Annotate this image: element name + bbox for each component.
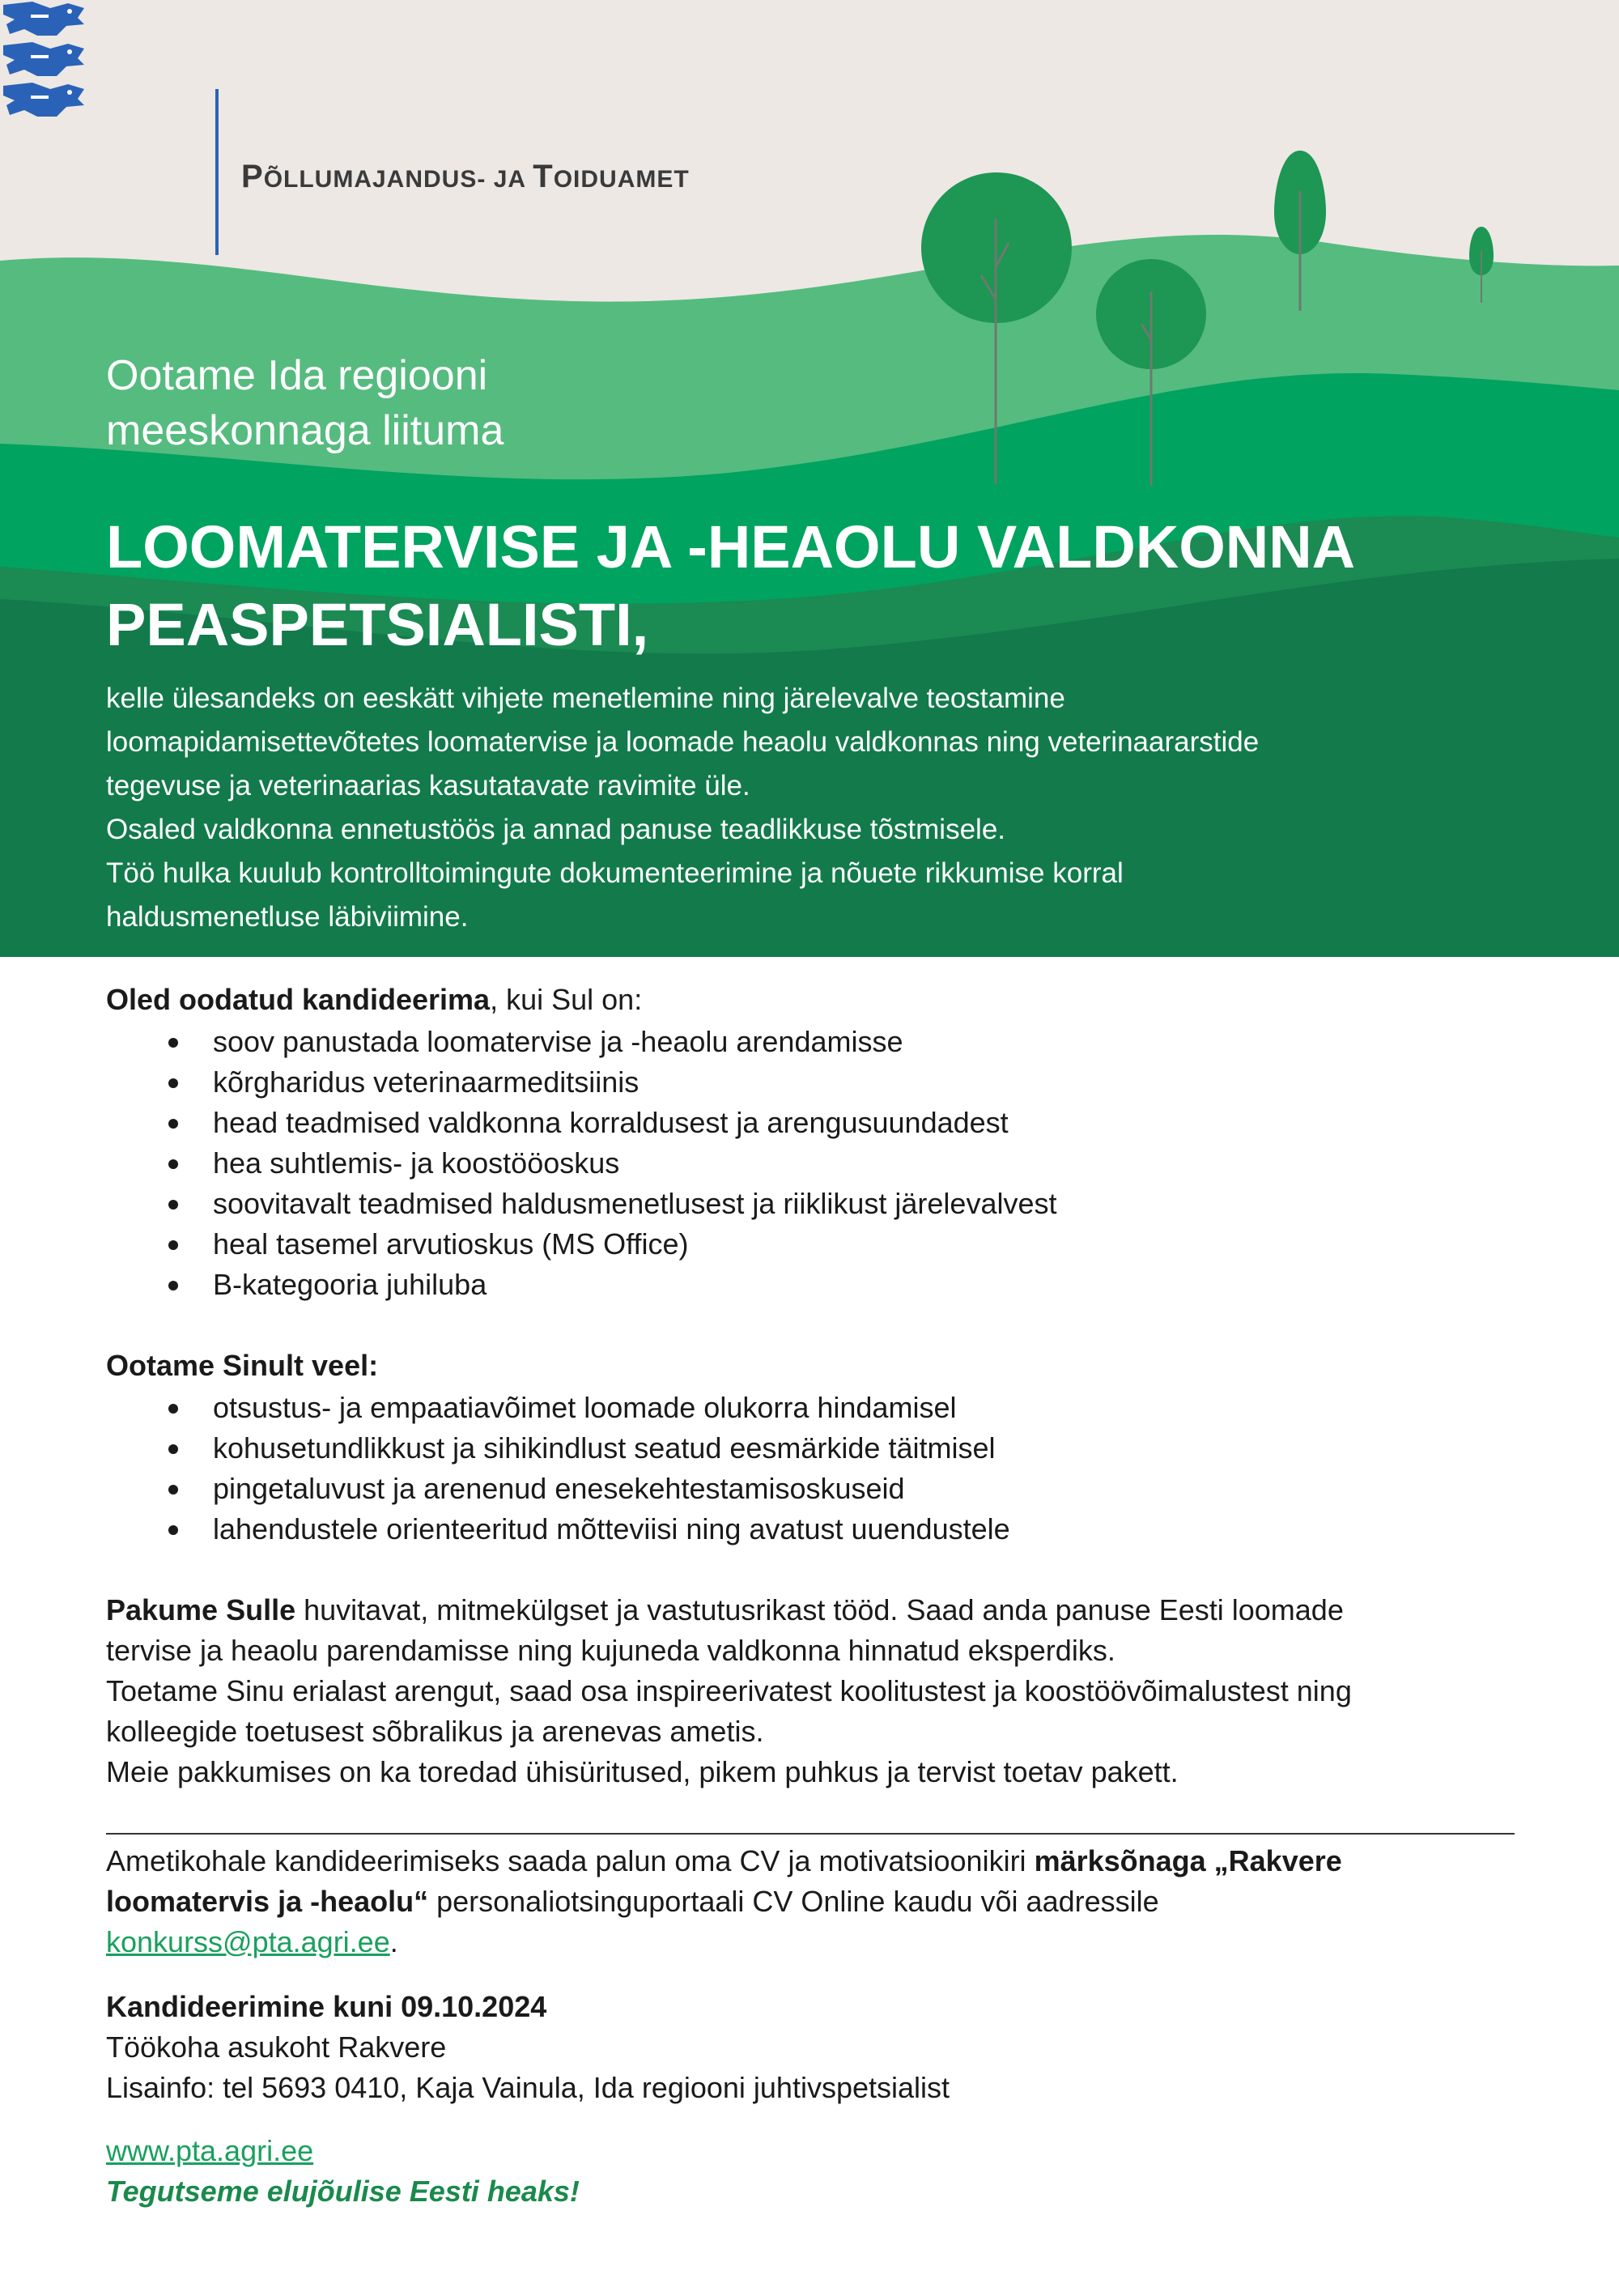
- list-item: B-kategooria juhiluba: [106, 1265, 1515, 1305]
- intro-line-2: meeskonnaga liituma: [106, 407, 504, 454]
- location: Töökoha asukoht Rakvere: [106, 2030, 447, 2064]
- deadline: Kandideerimine kuni 09.10.2024: [106, 1990, 547, 2023]
- job-description: [106, 677, 1563, 939]
- list-item: kohusetundlikkust ja sihikindlust seatud eesmärkide täitmisel: [106, 1428, 1515, 1469]
- list-item: kõrgharidus veterinaarmeditsiinis: [106, 1062, 1515, 1103]
- coat-of-arms-logo: [0, 0, 89, 121]
- agency-name: PÕLLUMAJANDUS- JA TOIDUAMET: [241, 159, 690, 194]
- contact-info: Lisainfo: tel 5693 0410, Kaja Vainula, Ida regiooni juhtivspetsialist: [106, 2071, 950, 2104]
- application-instructions: Ametikohale kandideerimiseks saada palun oma CV ja motivatsioonikiri märksõnaga „Rakvere loomatervis ja -heaolu“ personaliotsinguportaali CV Online kaudu või aadressile konkurss@pta.agri.ee.: [106, 1844, 1342, 1958]
- intro-line-1: Ootame Ida regiooni: [106, 352, 488, 399]
- expectations-list: [106, 1388, 1515, 1550]
- list-item: heal tasemel arvutioskus (MS Office): [106, 1224, 1515, 1265]
- requirements-list: [106, 1022, 1515, 1305]
- requirements-heading: Oled oodatud kandideerima, kui Sul on:: [106, 983, 643, 1016]
- description-line: Osaled valdkonna ennetustöös ja annad panuse teadlikkuse tõstmisele.: [106, 814, 1006, 845]
- list-item: hea suhtlemis- ja koostööoskus: [106, 1143, 1515, 1184]
- offer-line: tervise ja heaolu parendamisse ning kujuneda valdkonna hinnatud eksperdiks.: [106, 1634, 1115, 1667]
- list-item: lahendustele orienteeritud mõtteviisi ning avatust uuendustele: [106, 1509, 1515, 1550]
- headline-line-1: LOOMATERVISE JA -HEAOLU VALDKONNA: [106, 513, 1356, 580]
- website-link[interactable]: www.pta.agri.ee: [106, 2134, 314, 2167]
- description-line: kelle ülesandeks on eeskätt vihjete menetlemine ning järelevalve teostamine: [106, 682, 1065, 714]
- footer: [106, 2131, 1515, 2212]
- offer-line: Meie pakkumises on ka toredad ühisüritused, pikem puhkus ja tervist toetav pakett.: [106, 1755, 1179, 1788]
- list-item: pingetaluvust ja arenenud enesekehtestamisoskuseid: [106, 1469, 1515, 1509]
- main-content: [106, 980, 1515, 2212]
- expectations-heading: Ootame Sinult veel:: [106, 1349, 379, 1382]
- list-item: soovitavalt teadmised haldusmenetlusest ja riiklikust järelevalvest: [106, 1184, 1515, 1224]
- list-item: soov panustada loomatervise ja -heaolu arendamisse: [106, 1022, 1515, 1062]
- slogan: Tegutseme elujõulise Eesti heaks!: [106, 2175, 580, 2208]
- intro-text: [106, 348, 835, 458]
- description-line: loomapidamisettevõtetes loomatervise ja loomade heaolu valdkonnas ning veterinaararstide: [106, 726, 1260, 758]
- hero-banner: [0, 0, 1619, 957]
- offer-lead: Pakume Sulle: [106, 1593, 296, 1626]
- offer-line: Toetame Sinu erialast arengut, saad osa inspireerivatest koolitustest ja koostöövõimalustest ning: [106, 1674, 1352, 1707]
- job-details: [106, 1987, 1515, 2108]
- job-title-headline: [106, 508, 1563, 664]
- description-line: haldusmenetluse läbiviimine.: [106, 901, 469, 933]
- offer-section: Pakume Sulle huvitavat, mitmekülgset ja vastutusrikast tööd. Saad anda panuse Eesti loomade tervise ja heaolu parendamisse ning kujuneda valdkonna hinnatud eksperdiks. Toetame Sinu erialast arengut, saad osa inspireerivatest koolitustest ja koostöövõimalustest ning kolleegide toetusest sõbralikus ja arenevas ametis. Meie pakkumises on ka toredad ühisüritused, pikem puhkus ja tervist toetav pakett.: [106, 1590, 1515, 1792]
- list-item: head teadmised valdkonna korraldusest ja arengusuundadest: [106, 1103, 1515, 1143]
- offer-line: kolleegide toetusest sõbralikus ja arenevas ametis.: [106, 1715, 764, 1748]
- logo-divider: [215, 89, 219, 255]
- description-line: Töö hulka kuulub kontrolltoimingute dokumenteerimine ja nõuete rikkumise korral: [106, 857, 1124, 889]
- headline-line-2: PEASPETSIALISTI,: [106, 591, 649, 658]
- description-line: tegevuse ja veterinaarias kasutatavate ravimite üle.: [106, 770, 750, 801]
- email-link[interactable]: konkurss@pta.agri.ee: [106, 1925, 390, 1958]
- list-item: otsustus- ja empaatiavõimet loomade olukorra hindamisel: [106, 1388, 1515, 1428]
